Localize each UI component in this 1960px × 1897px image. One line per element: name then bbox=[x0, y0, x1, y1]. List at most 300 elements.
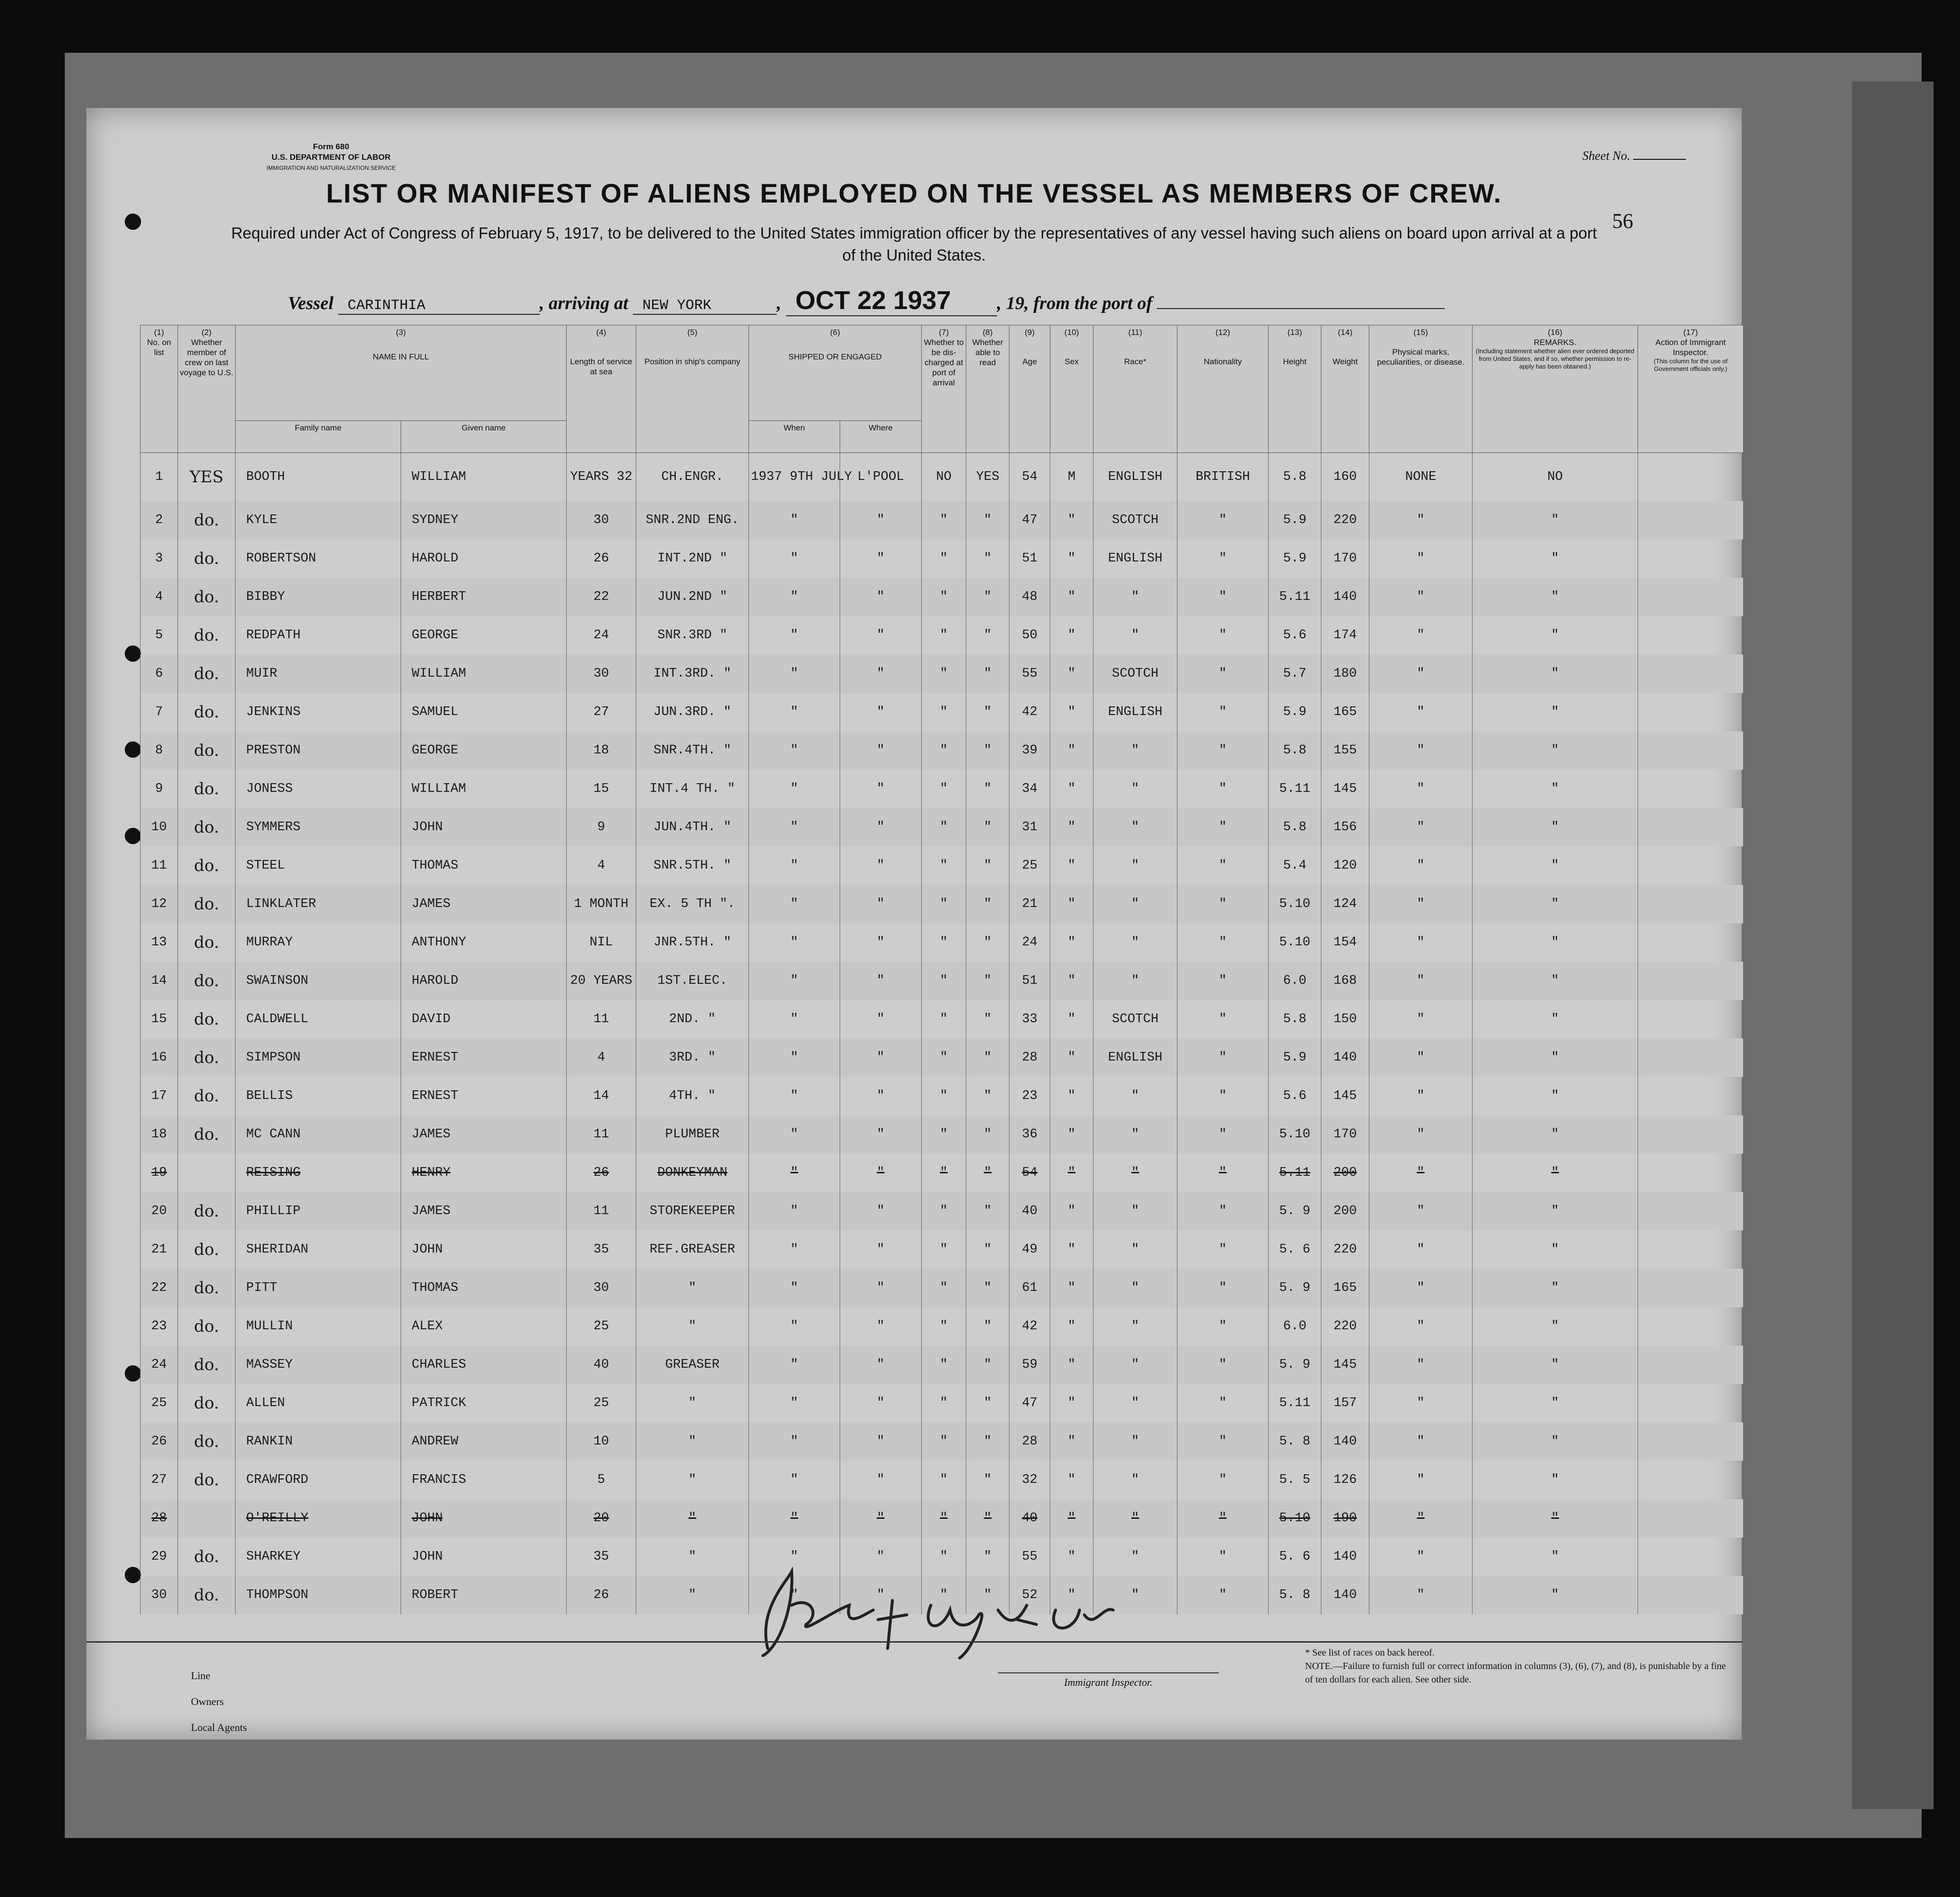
service-length-cell: 40 bbox=[567, 1346, 636, 1384]
weight-cell: 170 bbox=[1321, 1115, 1369, 1154]
inspector-action-cell bbox=[1638, 808, 1744, 847]
crew-row bbox=[141, 1269, 1744, 1307]
shipped-where-cell: " bbox=[840, 770, 922, 808]
weight-cell: 157 bbox=[1321, 1384, 1369, 1422]
crew-member-flag-cell: do. bbox=[178, 962, 236, 1000]
crew-rows bbox=[141, 453, 1744, 1615]
sex-cell: " bbox=[1050, 578, 1093, 616]
row-number-cell: 12 bbox=[141, 885, 178, 923]
physical-marks-cell: " bbox=[1369, 1499, 1473, 1538]
physical-marks-cell: " bbox=[1369, 1269, 1473, 1307]
discharged-cell: " bbox=[922, 1154, 966, 1192]
able-to-read-cell: " bbox=[966, 1576, 1010, 1614]
physical-marks-cell: " bbox=[1369, 1000, 1473, 1038]
crew-member-flag-cell: do. bbox=[178, 539, 236, 578]
crew-row bbox=[141, 578, 1744, 616]
row-number-cell: 9 bbox=[141, 770, 178, 808]
nationality-cell: " bbox=[1177, 885, 1269, 923]
able-to-read-cell: YES bbox=[966, 453, 1010, 501]
weight-cell: 170 bbox=[1321, 539, 1369, 578]
row-number-cell: 11 bbox=[141, 847, 178, 885]
sex-cell: " bbox=[1050, 501, 1093, 539]
physical-marks-cell: " bbox=[1369, 539, 1473, 578]
able-to-read-cell: " bbox=[966, 693, 1010, 731]
department-name: U.S. DEPARTMENT OF LABOR bbox=[271, 153, 391, 162]
crew-member-flag-cell: do. bbox=[178, 1346, 236, 1384]
race-cell: SCOTCH bbox=[1093, 1000, 1177, 1038]
inspector-action-cell bbox=[1638, 578, 1744, 616]
position-cell: INT.2ND " bbox=[636, 539, 749, 578]
crew-member-flag-cell: do. bbox=[178, 1077, 236, 1115]
weight-cell: 165 bbox=[1321, 693, 1369, 731]
sex-cell: " bbox=[1050, 847, 1093, 885]
nationality-cell: " bbox=[1177, 1077, 1269, 1115]
punch-hole bbox=[125, 214, 141, 230]
physical-marks-cell: " bbox=[1369, 1576, 1473, 1614]
age-cell: 42 bbox=[1010, 1307, 1050, 1346]
shipped-when-cell: " bbox=[749, 1077, 840, 1115]
row-number-cell: 4 bbox=[141, 578, 178, 616]
family-name-cell: REISING bbox=[236, 1154, 401, 1192]
nationality-cell: " bbox=[1177, 1538, 1269, 1576]
weight-cell: 168 bbox=[1321, 962, 1369, 1000]
physical-marks-cell: " bbox=[1369, 1192, 1473, 1230]
race-cell: " bbox=[1093, 1384, 1177, 1422]
form-header-block bbox=[240, 142, 422, 173]
family-name-cell: BELLIS bbox=[236, 1077, 401, 1115]
position-cell: JUN.4TH. " bbox=[636, 808, 749, 847]
shipped-when-cell: " bbox=[749, 1154, 840, 1192]
service-length-cell: 11 bbox=[567, 1000, 636, 1038]
remarks-cell: " bbox=[1473, 1384, 1638, 1422]
service-length-cell: 10 bbox=[567, 1422, 636, 1461]
age-cell: 47 bbox=[1010, 1384, 1050, 1422]
weight-cell: 190 bbox=[1321, 1499, 1369, 1538]
race-cell: " bbox=[1093, 1269, 1177, 1307]
crew-row bbox=[141, 539, 1744, 578]
physical-marks-cell: NONE bbox=[1369, 453, 1473, 501]
age-cell: 48 bbox=[1010, 578, 1050, 616]
row-number-cell: 5 bbox=[141, 616, 178, 655]
shipped-where-cell: " bbox=[840, 1499, 922, 1538]
row-number-cell: 15 bbox=[141, 1000, 178, 1038]
shipped-when-cell: " bbox=[749, 655, 840, 693]
nationality-cell: BRITISH bbox=[1177, 453, 1269, 501]
remarks-cell: " bbox=[1473, 1538, 1638, 1576]
position-cell: SNR.5TH. " bbox=[636, 847, 749, 885]
row-number-cell: 16 bbox=[141, 1038, 178, 1077]
shipped-where-cell: " bbox=[840, 1538, 922, 1576]
row-number-cell: 28 bbox=[141, 1499, 178, 1538]
owners-label: Owners bbox=[191, 1695, 224, 1707]
crew-row bbox=[141, 1384, 1744, 1422]
inspector-action-cell bbox=[1638, 1384, 1744, 1422]
crew-row bbox=[141, 1115, 1744, 1154]
physical-marks-cell: " bbox=[1369, 1538, 1473, 1576]
service-length-cell: 1 MONTH bbox=[567, 885, 636, 923]
sex-cell: " bbox=[1050, 655, 1093, 693]
able-to-read-cell: " bbox=[966, 616, 1010, 655]
discharged-cell: " bbox=[922, 655, 966, 693]
inspector-action-cell bbox=[1638, 1192, 1744, 1230]
remarks-cell: " bbox=[1473, 1461, 1638, 1499]
height-cell: 5.6 bbox=[1269, 1077, 1321, 1115]
inspector-action-cell bbox=[1638, 1576, 1744, 1614]
given-name-cell: WILLIAM bbox=[401, 655, 567, 693]
crew-member-flag-cell bbox=[178, 1499, 236, 1538]
family-name-cell: SYMMERS bbox=[236, 808, 401, 847]
sex-cell: " bbox=[1050, 923, 1093, 962]
row-number-cell: 13 bbox=[141, 923, 178, 962]
col-header-marks: (15) Physical marks, peculiarities, or disease. bbox=[1369, 325, 1473, 453]
discharged-cell: " bbox=[922, 1269, 966, 1307]
crew-member-flag-cell: YES bbox=[178, 453, 236, 501]
service-length-cell: 30 bbox=[567, 1269, 636, 1307]
sex-cell: " bbox=[1050, 1230, 1093, 1269]
crew-member-flag-cell: do. bbox=[178, 655, 236, 693]
remarks-cell: " bbox=[1473, 808, 1638, 847]
crew-row bbox=[141, 693, 1744, 731]
race-cell: " bbox=[1093, 1115, 1177, 1154]
arrival-port: NEW YORK bbox=[633, 298, 777, 315]
able-to-read-cell: " bbox=[966, 731, 1010, 770]
age-cell: 61 bbox=[1010, 1269, 1050, 1307]
shipped-when-cell: 1937 9TH JULY bbox=[749, 453, 840, 501]
weight-cell: 200 bbox=[1321, 1192, 1369, 1230]
shipped-where-cell: " bbox=[840, 808, 922, 847]
age-cell: 42 bbox=[1010, 693, 1050, 731]
able-to-read-cell: " bbox=[966, 808, 1010, 847]
position-cell: GREASER bbox=[636, 1346, 749, 1384]
crew-row bbox=[141, 885, 1744, 923]
physical-marks-cell: " bbox=[1369, 578, 1473, 616]
punch-hole bbox=[125, 645, 141, 662]
crew-member-flag-cell: do. bbox=[178, 885, 236, 923]
service-length-cell: 24 bbox=[567, 616, 636, 655]
shipped-where-cell: " bbox=[840, 1307, 922, 1346]
height-cell: 5.8 bbox=[1269, 808, 1321, 847]
crew-row bbox=[141, 1422, 1744, 1461]
service-length-cell: 11 bbox=[567, 1115, 636, 1154]
shipped-where-cell: " bbox=[840, 1346, 922, 1384]
physical-marks-cell: " bbox=[1369, 501, 1473, 539]
remarks-cell: " bbox=[1473, 1422, 1638, 1461]
race-cell: " bbox=[1093, 731, 1177, 770]
inspector-action-cell bbox=[1638, 1115, 1744, 1154]
age-cell: 24 bbox=[1010, 923, 1050, 962]
nationality-cell: " bbox=[1177, 1576, 1269, 1614]
position-cell: REF.GREASER bbox=[636, 1230, 749, 1269]
shipped-when-cell: " bbox=[749, 1192, 840, 1230]
sex-cell: " bbox=[1050, 808, 1093, 847]
inspector-action-cell bbox=[1638, 655, 1744, 693]
family-name-cell: LINKLATER bbox=[236, 885, 401, 923]
service-length-cell: 15 bbox=[567, 770, 636, 808]
given-name-cell: HERBERT bbox=[401, 578, 567, 616]
remarks-cell: " bbox=[1473, 1000, 1638, 1038]
crew-member-flag-cell: do. bbox=[178, 1115, 236, 1154]
able-to-read-cell: " bbox=[966, 539, 1010, 578]
crew-row bbox=[141, 1461, 1744, 1499]
height-cell: 5.10 bbox=[1269, 885, 1321, 923]
able-to-read-cell: " bbox=[966, 770, 1010, 808]
given-name-cell: THOMAS bbox=[401, 847, 567, 885]
inspector-action-cell bbox=[1638, 501, 1744, 539]
service-length-cell: 20 YEARS bbox=[567, 962, 636, 1000]
shipped-where-cell: " bbox=[840, 885, 922, 923]
position-cell: SNR.2ND ENG. bbox=[636, 501, 749, 539]
col-header-shipped: (6) SHIPPED OR ENGAGED bbox=[749, 325, 922, 421]
crew-manifest-table bbox=[140, 325, 1744, 1614]
remarks-cell: " bbox=[1473, 847, 1638, 885]
family-name-cell: RANKIN bbox=[236, 1422, 401, 1461]
height-cell: 6.0 bbox=[1269, 962, 1321, 1000]
able-to-read-cell: " bbox=[966, 655, 1010, 693]
age-cell: 28 bbox=[1010, 1038, 1050, 1077]
family-name-cell: STEEL bbox=[236, 847, 401, 885]
discharged-cell: " bbox=[922, 501, 966, 539]
height-cell: 5. 5 bbox=[1269, 1461, 1321, 1499]
shipped-where-cell: " bbox=[840, 1038, 922, 1077]
service-length-cell: 22 bbox=[567, 578, 636, 616]
physical-marks-cell: " bbox=[1369, 1077, 1473, 1115]
position-cell: 1ST.ELEC. bbox=[636, 962, 749, 1000]
discharged-cell: " bbox=[922, 539, 966, 578]
physical-marks-cell: " bbox=[1369, 1461, 1473, 1499]
family-name-cell: KYLE bbox=[236, 501, 401, 539]
crew-member-flag-cell: do. bbox=[178, 501, 236, 539]
crew-member-flag-cell: do. bbox=[178, 1038, 236, 1077]
crew-member-flag-cell: do. bbox=[178, 731, 236, 770]
from-port-value bbox=[1157, 308, 1445, 309]
shipped-where-cell: " bbox=[840, 1422, 922, 1461]
row-number-cell: 21 bbox=[141, 1230, 178, 1269]
row-number-cell: 10 bbox=[141, 808, 178, 847]
given-name-cell: WILLIAM bbox=[401, 453, 567, 501]
height-cell: 5. 8 bbox=[1269, 1576, 1321, 1614]
crew-member-flag-cell: do. bbox=[178, 1230, 236, 1269]
sex-cell: " bbox=[1050, 1346, 1093, 1384]
physical-marks-cell: " bbox=[1369, 616, 1473, 655]
height-cell: 5.10 bbox=[1269, 1115, 1321, 1154]
inspector-action-cell bbox=[1638, 539, 1744, 578]
crew-row bbox=[141, 1230, 1744, 1269]
col-header-height: (13) Height bbox=[1269, 325, 1321, 453]
col-header-given-name: Given name bbox=[401, 421, 567, 453]
remarks-cell: " bbox=[1473, 1115, 1638, 1154]
sex-cell: " bbox=[1050, 1307, 1093, 1346]
col-header-name: (3) NAME IN FULL bbox=[236, 325, 567, 421]
discharged-cell: " bbox=[922, 1346, 966, 1384]
discharged-cell: " bbox=[922, 1307, 966, 1346]
height-cell: 5.9 bbox=[1269, 539, 1321, 578]
able-to-read-cell: " bbox=[966, 1038, 1010, 1077]
service-length-cell: 30 bbox=[567, 501, 636, 539]
age-cell: 54 bbox=[1010, 453, 1050, 501]
inspector-action-cell bbox=[1638, 1422, 1744, 1461]
sex-cell: " bbox=[1050, 1422, 1093, 1461]
nationality-cell: " bbox=[1177, 731, 1269, 770]
remarks-cell: " bbox=[1473, 1038, 1638, 1077]
shipped-when-cell: " bbox=[749, 1269, 840, 1307]
document-subtitle: Required under Act of Congress of February 5, 1917, to be delivered to the United States immigration officer by the representatives of any vessel having such aliens on board upon arrival at a port of the United States. bbox=[231, 224, 1597, 264]
able-to-read-cell: " bbox=[966, 1307, 1010, 1346]
race-cell: " bbox=[1093, 616, 1177, 655]
shipped-when-cell: " bbox=[749, 1000, 840, 1038]
nationality-cell: " bbox=[1177, 1499, 1269, 1538]
able-to-read-cell: " bbox=[966, 1269, 1010, 1307]
discharged-cell: " bbox=[922, 1576, 966, 1614]
inspector-action-cell bbox=[1638, 770, 1744, 808]
weight-cell: 200 bbox=[1321, 1154, 1369, 1192]
position-cell: " bbox=[636, 1307, 749, 1346]
given-name-cell: JOHN bbox=[401, 808, 567, 847]
age-cell: 39 bbox=[1010, 731, 1050, 770]
race-cell: " bbox=[1093, 885, 1177, 923]
crew-member-flag-cell: do. bbox=[178, 923, 236, 962]
crew-member-flag-cell: do. bbox=[178, 1538, 236, 1576]
nationality-cell: " bbox=[1177, 1192, 1269, 1230]
shipped-when-cell: " bbox=[749, 1461, 840, 1499]
physical-marks-cell: " bbox=[1369, 1346, 1473, 1384]
remarks-cell: " bbox=[1473, 1154, 1638, 1192]
weight-cell: 140 bbox=[1321, 1538, 1369, 1576]
physical-marks-cell: " bbox=[1369, 962, 1473, 1000]
position-cell: 3RD. " bbox=[636, 1038, 749, 1077]
position-cell: 2ND. " bbox=[636, 1000, 749, 1038]
nationality-cell: " bbox=[1177, 578, 1269, 616]
weight-cell: 174 bbox=[1321, 616, 1369, 655]
nationality-cell: " bbox=[1177, 539, 1269, 578]
able-to-read-cell: " bbox=[966, 885, 1010, 923]
nationality-cell: " bbox=[1177, 770, 1269, 808]
inspector-action-cell bbox=[1638, 1499, 1744, 1538]
physical-marks-cell: " bbox=[1369, 693, 1473, 731]
position-cell: SNR.3RD " bbox=[636, 616, 749, 655]
height-cell: 5. 9 bbox=[1269, 1346, 1321, 1384]
given-name-cell: JOHN bbox=[401, 1499, 567, 1538]
service-name: IMMIGRATION AND NATURALIZATION SERVICE bbox=[266, 165, 396, 171]
punch-hole bbox=[125, 741, 141, 758]
race-cell: " bbox=[1093, 1230, 1177, 1269]
height-cell: 5.11 bbox=[1269, 578, 1321, 616]
position-cell: " bbox=[636, 1576, 749, 1614]
nationality-cell: " bbox=[1177, 1115, 1269, 1154]
crew-member-flag-cell: do. bbox=[178, 808, 236, 847]
vessel-label: Vessel bbox=[288, 293, 333, 313]
race-cell: " bbox=[1093, 923, 1177, 962]
given-name-cell: HAROLD bbox=[401, 539, 567, 578]
height-cell: 5.10 bbox=[1269, 923, 1321, 962]
position-cell: PLUMBER bbox=[636, 1115, 749, 1154]
binder-edge bbox=[1852, 82, 1934, 1809]
family-name-cell: JENKINS bbox=[236, 693, 401, 731]
weight-cell: 156 bbox=[1321, 808, 1369, 847]
inspector-action-cell bbox=[1638, 962, 1744, 1000]
col-header-crew: (2) Whether member of crew on last voyage to U.S. bbox=[178, 325, 236, 453]
family-name-cell: BIBBY bbox=[236, 578, 401, 616]
family-name-cell: SHERIDAN bbox=[236, 1230, 401, 1269]
shipped-when-cell: " bbox=[749, 1576, 840, 1614]
shipped-where-cell: " bbox=[840, 655, 922, 693]
age-cell: 49 bbox=[1010, 1230, 1050, 1269]
race-cell: " bbox=[1093, 1346, 1177, 1384]
position-cell: " bbox=[636, 1538, 749, 1576]
shipped-where-cell: " bbox=[840, 1115, 922, 1154]
given-name-cell: FRANCIS bbox=[401, 1461, 567, 1499]
height-cell: 5.11 bbox=[1269, 1384, 1321, 1422]
height-cell: 5.8 bbox=[1269, 453, 1321, 501]
shipped-where-cell: " bbox=[840, 1077, 922, 1115]
service-length-cell: 25 bbox=[567, 1307, 636, 1346]
service-length-cell: 5 bbox=[567, 1461, 636, 1499]
physical-marks-cell: " bbox=[1369, 1422, 1473, 1461]
punch-hole bbox=[125, 1365, 141, 1382]
discharged-cell: " bbox=[922, 1077, 966, 1115]
sex-cell: " bbox=[1050, 539, 1093, 578]
sex-cell: " bbox=[1050, 770, 1093, 808]
discharged-cell: " bbox=[922, 693, 966, 731]
given-name-cell: GEORGE bbox=[401, 731, 567, 770]
footer-rule bbox=[86, 1641, 1742, 1643]
row-number-cell: 2 bbox=[141, 501, 178, 539]
physical-marks-cell: " bbox=[1369, 655, 1473, 693]
weight-cell: 145 bbox=[1321, 770, 1369, 808]
race-cell: " bbox=[1093, 962, 1177, 1000]
inspector-action-cell bbox=[1638, 923, 1744, 962]
family-name-cell: PRESTON bbox=[236, 731, 401, 770]
given-name-cell: JAMES bbox=[401, 1115, 567, 1154]
shipped-where-cell: " bbox=[840, 1230, 922, 1269]
height-cell: 5.9 bbox=[1269, 501, 1321, 539]
height-cell: 5. 9 bbox=[1269, 1269, 1321, 1307]
able-to-read-cell: " bbox=[966, 1538, 1010, 1576]
shipped-where-cell: " bbox=[840, 1461, 922, 1499]
nationality-cell: " bbox=[1177, 1269, 1269, 1307]
race-cell: " bbox=[1093, 808, 1177, 847]
height-cell: 5. 6 bbox=[1269, 1230, 1321, 1269]
discharged-cell: " bbox=[922, 1499, 966, 1538]
nationality-cell: " bbox=[1177, 1154, 1269, 1192]
nationality-cell: " bbox=[1177, 847, 1269, 885]
height-cell: 5.8 bbox=[1269, 1000, 1321, 1038]
family-name-cell: ALLEN bbox=[236, 1384, 401, 1422]
given-name-cell: DAVID bbox=[401, 1000, 567, 1038]
given-name-cell: WILLIAM bbox=[401, 770, 567, 808]
inspector-action-cell bbox=[1638, 453, 1744, 501]
crew-row bbox=[141, 1307, 1744, 1346]
crew-member-flag-cell: do. bbox=[178, 1384, 236, 1422]
remarks-cell: " bbox=[1473, 1307, 1638, 1346]
remarks-cell: " bbox=[1473, 1576, 1638, 1614]
family-name-cell: SHARKEY bbox=[236, 1538, 401, 1576]
row-number-cell: 20 bbox=[141, 1192, 178, 1230]
nationality-cell: " bbox=[1177, 693, 1269, 731]
crew-row bbox=[141, 1346, 1744, 1384]
arriving-label: , arriving at bbox=[539, 293, 629, 313]
discharged-cell: " bbox=[922, 1038, 966, 1077]
given-name-cell: JAMES bbox=[401, 885, 567, 923]
nationality-cell: " bbox=[1177, 1384, 1269, 1422]
age-cell: 32 bbox=[1010, 1461, 1050, 1499]
physical-marks-cell: " bbox=[1369, 923, 1473, 962]
family-name-cell: MURRAY bbox=[236, 923, 401, 962]
shipped-when-cell: " bbox=[749, 962, 840, 1000]
row-number-cell: 14 bbox=[141, 962, 178, 1000]
height-cell: 5.11 bbox=[1269, 1154, 1321, 1192]
remarks-cell: " bbox=[1473, 1499, 1638, 1538]
row-number-cell: 25 bbox=[141, 1384, 178, 1422]
